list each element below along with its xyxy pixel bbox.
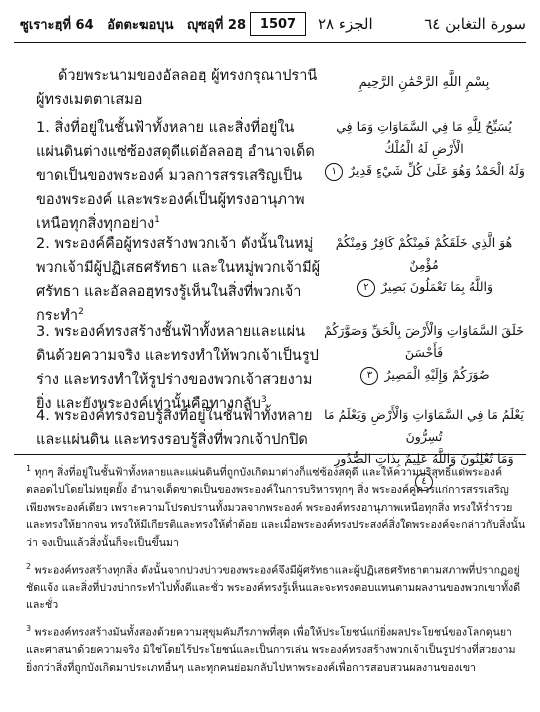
page-number: 1507 xyxy=(250,12,306,36)
verse-text: 2. พระองค์คือผู้ทรงสร้างพวกเจ้า ดังนั้นในหมู่พวกเจ้ามีผู้ปฏิเสธศรัทธา และในหมู่พวกเจ้ามีผู้ศรัทธา และอัลลอฮฺทรงรู้เห็นในสิ่งที่พวกเจ้ากระทำ xyxy=(36,236,321,324)
footnote-ref: 2 xyxy=(78,307,84,318)
verse-2-thai xyxy=(36,232,322,328)
arabic-line: وَلَهُ الْحَمْدُ وَهُوَ عَلَىٰ كُلِّ شَيْءٍ قَدِيرٌ xyxy=(349,163,525,178)
ayah-number-marker: ١ xyxy=(325,163,343,181)
footnote-2 xyxy=(26,558,526,615)
verse-1-thai xyxy=(36,116,322,236)
footnote-number: 3 xyxy=(26,623,32,633)
arabic-line: وَاللَّهُ بِمَا تَعْمَلُونَ بَصِيرٌ xyxy=(380,279,494,294)
footnote-1 xyxy=(26,460,526,553)
page-header xyxy=(14,8,526,40)
arabic-line: هُوَ الَّذِي خَلَقَكُمْ فَمِنْكُمْ كَافِرٌ وَمِنْكُمْ مُؤْمِنٌ xyxy=(335,235,513,272)
bismillah-thai xyxy=(36,64,328,112)
arabic-line: يَعْلَمُ مَا فِي السَّمَاوَاتِ وَالْأَرْضِ وَيَعْلَمُ مَا تُسِرُّونَ xyxy=(324,407,524,444)
footnote-number: 2 xyxy=(26,561,32,571)
header-surah-arabic: سورة التغابن ٦٤ xyxy=(424,15,526,33)
header-surah-name: อัตตะฆอบุน xyxy=(107,17,174,33)
arabic-line-end xyxy=(322,276,526,298)
footnote-number: 1 xyxy=(26,464,32,473)
verse-3-arabic xyxy=(322,320,526,386)
arabic-line-end xyxy=(322,364,526,386)
footnote-ref: 3 xyxy=(260,395,267,406)
verse-4-thai xyxy=(36,404,322,452)
footnote-text: ทุกๆ สิ่งที่อยู่ในชั้นฟ้าทั้งหลายและแผ่นดินที่ถูกบังเกิดมาต่างก็แซ่ซ้องสดุดี และให้ความบริสุทธิ์แด่พระองค์ตลอดไปโดยไม่หยุดยั้ง อำนาจเด็ดขาดเป็นของพระองค์ในการบริหารทุกๆ สิ่ง พระองค์คู่ควรแก่การสรรเสริญเพียงพระองค์เดียว เพราะความโปรดปรานทั้งมวลจากพระองค์ พระองค์ทรงอานุภาพเหนือทุกสิ่ง ทรงให้ร่ำรวย และทรงให้ยากจน ทรงให้มีเกียรติและทรงให้ต่ำต้อย และเมื่อพระองค์ทรงประสงค์สิ่งใดพระองค์จะกล่าวกับสิ่งนั้นว่า จงเป็นแล้วสิ่งนั้นก็จะเป็นขึ้นมา xyxy=(26,466,526,549)
footnote-text: พระองค์ทรงสร้างทุกสิ่ง ดังนั้นจากปวงบ่าวของพระองค์จึงมีผู้ศรัทธาและผู้ปฏิเสธศรัทธาตามสภาพที่ปรากฏอยู่ชัดแจ้ง และสิ่งที่ปวงบ่ากระทำไปทั้งดีและชั่ว พระองค์ทรงรู้เห็นและจะทรงตอบแทนตามผลงานของพวกเขาทั้งดีและชั่ว xyxy=(26,564,521,612)
header-thai xyxy=(14,14,246,35)
header-divider xyxy=(14,42,526,43)
bismillah-thai-line2: ผู้ทรงเมตตาเสมอ xyxy=(36,92,143,108)
footnote-divider xyxy=(14,454,526,455)
footnote-text: พระองค์ทรงสร้างมันทั้งสองด้วยความสุขุมคัมภีรภาพที่สุด เพื่อให้ประโยชน์แก่ยิ่งผลประโยชน์ของโลกดุนยาและศาสนาด้วยความจริง มิใช่โดยไร้ประโยชน์และเป็นการเล่น พระองค์ทรงสร้างพวกเจ้าเป็นรูปร่างที่สวยงามยิ่งกว่าสิ่งที่ถูกบังเกิดมาประเภทอื่นๆ และทุกคนย่อมกลับไปหาพระองค์เพื่อการสอบสวนผลงานของเขา xyxy=(26,626,516,674)
ayah-number-marker: ٤ xyxy=(415,473,433,491)
verse-text: 1. สิ่งที่อยู่ในชั้นฟ้าทั้งหลาย และสิ่งที่อยู่ในแผ่นดินต่างแซ่ซ้องสดุดีแด่อัลลอฮฺ อำนาจเด็ดขาดเป็นของพระองค์ มวลการสรรเสริญเป็นของพระองค์ และพระองค์เป็นผู้ทรงอานุภาพเหนือทุกสิ่งทุกอย่าง xyxy=(36,120,315,232)
verse-text: 4. พระองค์ทรงรอบรู้สิ่งที่อยู่ในชั้นฟ้าทั้งหลาย และแผ่นดิน และทรงรอบรู้สิ่งที่พวกเจ้าปกปิด xyxy=(36,408,313,448)
footnotes xyxy=(26,460,526,682)
verse-1-arabic xyxy=(322,116,526,182)
footnote-ref: 1 xyxy=(154,215,160,226)
ayah-number-marker: ٢ xyxy=(357,279,375,297)
ayah-number-marker: ٣ xyxy=(360,367,378,385)
arabic-line: خَلَقَ السَّمَاوَاتِ وَالْأَرْضَ بِالْحَقِّ وَصَوَّرَكُمْ فَأَحْسَنَ xyxy=(324,323,524,360)
bismillah-arabic: بِسْمِ اللَّهِ الرَّحْمَٰنِ الرَّحِيمِ xyxy=(358,75,490,90)
verse-3-thai xyxy=(36,320,322,416)
arabic-line-end xyxy=(322,160,526,182)
header-chapter: ซูเราะฮฺที่ 64 xyxy=(20,17,94,33)
header-juz: ญุซอุที่ 28 xyxy=(187,17,246,33)
verse-text: 3. พระองค์ทรงสร้างชั้นฟ้าทั้งหลายและแผ่นดินด้วยความจริง และทรงทำให้พวกเจ้าเป็นรูปร่าง และทรงทำให้รูปร่างของพวกเจ้าสวยงามยิ่ง และยังพระองค์เท่านั้นคือทางกลับ xyxy=(36,324,319,412)
arabic-line: يُسَبِّحُ لِلَّهِ مَا فِي السَّمَاوَاتِ وَمَا فِي الْأَرْضِ لَهُ الْمُلْكُ xyxy=(336,119,512,156)
verse-2-arabic xyxy=(322,232,526,298)
bismillah-thai-line1: ด้วยพระนามของอัลลอฮฺ ผู้ทรงกรุณาปรานี xyxy=(58,68,318,84)
arabic-line: صُوَرَكُمْ وَإِلَيْهِ الْمَصِيرُ xyxy=(384,367,490,382)
header-arabic xyxy=(306,15,526,33)
header-juz-arabic: الجزء ٢٨ xyxy=(318,15,373,33)
arabic-line: وَمَا تُعْلِنُونَ وَاللَّهُ عَلِيمٌ بِذَاتِ الصُّدُورِ xyxy=(334,451,514,466)
footnote-3 xyxy=(26,620,526,677)
